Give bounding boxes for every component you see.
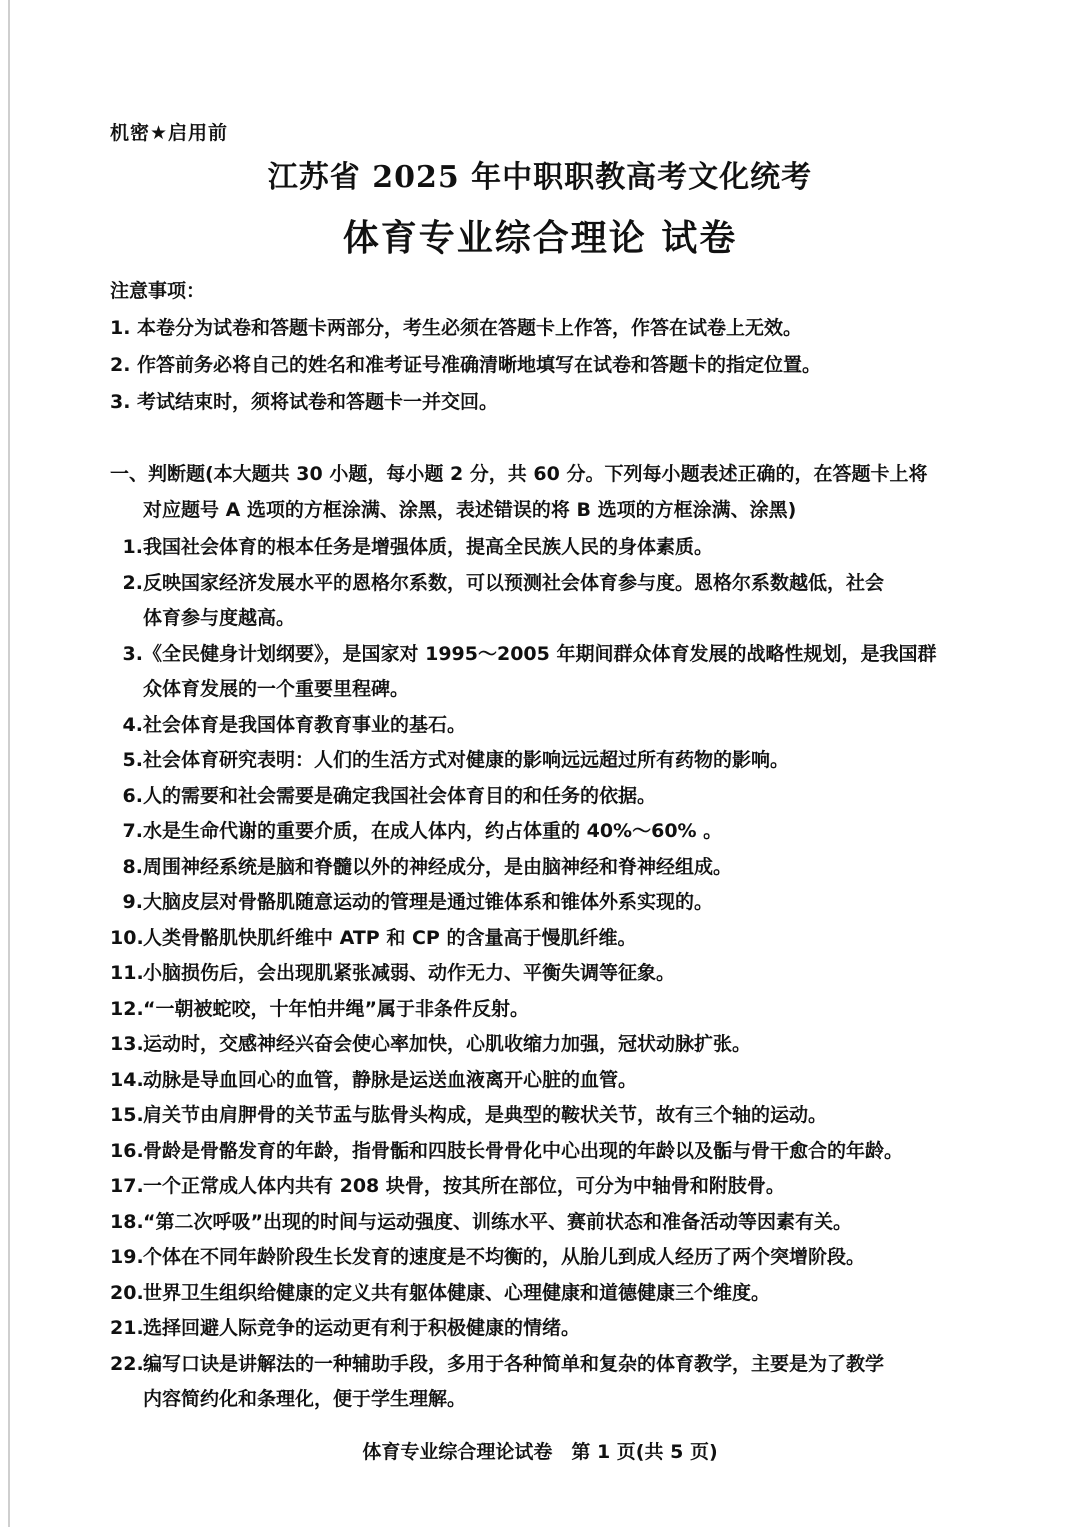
question-text: 《全民健身计划纲要》，是国家对 1995～2005 年期间群众体育发展的战略性规划，是我国群 bbox=[143, 642, 937, 665]
question-text: 动脉是导血回心的血管，静脉是运送血液离开心脏的血管。 bbox=[143, 1068, 638, 1091]
question-item bbox=[110, 956, 990, 991]
notice-heading: 注意事项： bbox=[110, 280, 206, 302]
question-item bbox=[110, 921, 990, 956]
question-number: 8. bbox=[122, 855, 143, 878]
question-text: 小脑损伤后，会出现肌紧张减弱、动作无力、平衡失调等征象。 bbox=[143, 962, 676, 984]
question-number: 18. bbox=[110, 1210, 144, 1233]
question-item bbox=[110, 1240, 990, 1275]
question-item bbox=[110, 1205, 990, 1240]
section-heading bbox=[110, 456, 990, 528]
question-item bbox=[110, 1027, 990, 1062]
question-text: “第二次呼吸”出现的时间与运动强度、训练水平、赛前状态和准备活动等因素有关。 bbox=[143, 1210, 852, 1233]
question-number: 10. bbox=[110, 926, 144, 949]
question-number: 6. bbox=[122, 784, 143, 807]
question-text: 运动时，交感神经兴奋会使心率加快，心肌收缩力加强，冠状动脉扩张。 bbox=[143, 1033, 752, 1055]
question-text: 一个正常成人体内共有 208 块骨，按其所在部位，可分为中轴骨和附肢骨。 bbox=[143, 1175, 785, 1197]
question-number: 19. bbox=[110, 1246, 144, 1268]
question-number: 14. bbox=[110, 1068, 144, 1091]
question-number: 2. bbox=[122, 571, 143, 594]
question-number: 1. bbox=[122, 536, 143, 558]
section-heading-line2: 对应题号 A 选项的方框涂满、涂黑，表述错误的将 B 选项的方框涂满、涂黑) bbox=[143, 499, 797, 521]
question-item bbox=[110, 814, 990, 849]
question-text: 周围神经系统是脑和脊髓以外的神经成分，是由脑神经和脊神经组成。 bbox=[143, 855, 733, 878]
page-footer: 体育专业综合理论试卷 第 1 页(共 5 页) bbox=[362, 1441, 718, 1463]
question-text: 个体在不同年龄阶段生长发育的速度是不均衡的，从胎儿到成人经历了两个突增阶段。 bbox=[143, 1246, 866, 1268]
question-item bbox=[110, 779, 990, 814]
question-text: 骨龄是骨骼发育的年龄，指骨骺和四肢长骨骨化中心出现的年龄以及骺与骨干愈合的年龄。 bbox=[143, 1139, 904, 1162]
question-text: 世界卫生组织给健康的定义共有躯体健康、心理健康和道德健康三个维度。 bbox=[143, 1281, 771, 1304]
question-text: 选择回避人际竞争的运动更有利于积极健康的情绪。 bbox=[143, 1317, 581, 1339]
question-number: 21. bbox=[110, 1317, 144, 1339]
notice-item-1: 1. 本卷分为试卷和答题卡两部分，考生必须在答题卡上作答，作答在试卷上无效。 bbox=[110, 317, 803, 339]
question-item bbox=[110, 1134, 990, 1169]
question-item bbox=[110, 566, 990, 636]
question-number: 7. bbox=[122, 820, 143, 842]
question-text-continued: 内容简约化和条理化，便于学生理解。 bbox=[143, 1387, 467, 1410]
question-text: 反映国家经济发展水平的恩格尔系数，可以预测社会体育参与度。恩格尔系数越低，社会 bbox=[143, 571, 885, 594]
question-text: 水是生命代谢的重要介质，在成人体内，约占体重的 40%～60% 。 bbox=[143, 820, 723, 842]
question-item bbox=[110, 637, 990, 707]
question-text: 人类骨骼肌快肌纤维中 ATP 和 CP 的含量高于慢肌纤维。 bbox=[143, 926, 637, 949]
question-number: 16. bbox=[110, 1139, 144, 1162]
question-text: 社会体育研究表明：人们的生活方式对健康的影响远远超过所有药物的影响。 bbox=[143, 749, 790, 771]
question-item bbox=[110, 1063, 990, 1098]
question-item bbox=[110, 530, 990, 565]
question-text: 大脑皮层对骨骼肌随意运动的管理是通过锥体系和锥体外系实现的。 bbox=[143, 891, 714, 913]
question-text: 社会体育是我国体育教育事业的基石。 bbox=[143, 713, 467, 736]
question-number: 5. bbox=[122, 749, 143, 771]
question-item bbox=[110, 1276, 990, 1311]
notice-item-3: 3. 考试结束时，须将试卷和答题卡一并交回。 bbox=[110, 391, 499, 413]
question-item bbox=[110, 1098, 990, 1133]
question-number: 3. bbox=[122, 642, 143, 665]
question-text: 肩关节由肩胛骨的关节盂与肱骨头构成，是典型的鞍状关节，故有三个轴的运动。 bbox=[143, 1104, 828, 1126]
question-text: “一朝被蛇咬，十年怕井绳”属于非条件反射。 bbox=[143, 997, 529, 1020]
question-item bbox=[110, 850, 990, 885]
question-item bbox=[110, 743, 990, 778]
question-text-continued: 众体育发展的一个重要里程碑。 bbox=[143, 677, 410, 700]
question-number: 17. bbox=[110, 1175, 144, 1197]
question-number: 13. bbox=[110, 1033, 144, 1055]
exam-subtitle: 体育专业综合理论 试卷 bbox=[342, 217, 738, 259]
confidential-label: 机密★启用前 bbox=[110, 122, 229, 144]
question-text: 我国社会体育的根本任务是增强体质，提高全民族人民的身体素质。 bbox=[143, 536, 714, 558]
question-number: 4. bbox=[122, 713, 143, 736]
question-number: 9. bbox=[122, 891, 143, 913]
question-text-continued: 体育参与度越高。 bbox=[143, 606, 296, 629]
section-heading-line1: 一、判断题(本大题共 30 小题，每小题 2 分，共 60 分。下列每小题表述正确的，在答题卡上将 bbox=[110, 463, 928, 485]
question-number: 22. bbox=[110, 1352, 144, 1375]
question-item bbox=[110, 1347, 990, 1417]
question-text: 编写口诀是讲解法的一种辅助手段，多用于各种简单和复杂的体育教学，主要是为了教学 bbox=[143, 1352, 885, 1375]
question-number: 12. bbox=[110, 997, 144, 1020]
question-number: 15. bbox=[110, 1104, 144, 1126]
question-text: 人的需要和社会需要是确定我国社会体育目的和任务的依据。 bbox=[143, 784, 657, 807]
question-item bbox=[110, 992, 990, 1027]
question-item bbox=[110, 885, 990, 920]
exam-title: 江苏省 2025 年中职职教高考文化统考 bbox=[267, 160, 813, 195]
notice-item-2: 2. 作答前务必将自己的姓名和准考证号准确清晰地填写在试卷和答题卡的指定位置。 bbox=[110, 354, 822, 376]
question-item bbox=[110, 708, 990, 743]
question-item bbox=[110, 1311, 990, 1346]
question-number: 20. bbox=[110, 1281, 144, 1304]
question-item bbox=[110, 1169, 990, 1204]
question-number: 11. bbox=[110, 962, 144, 984]
